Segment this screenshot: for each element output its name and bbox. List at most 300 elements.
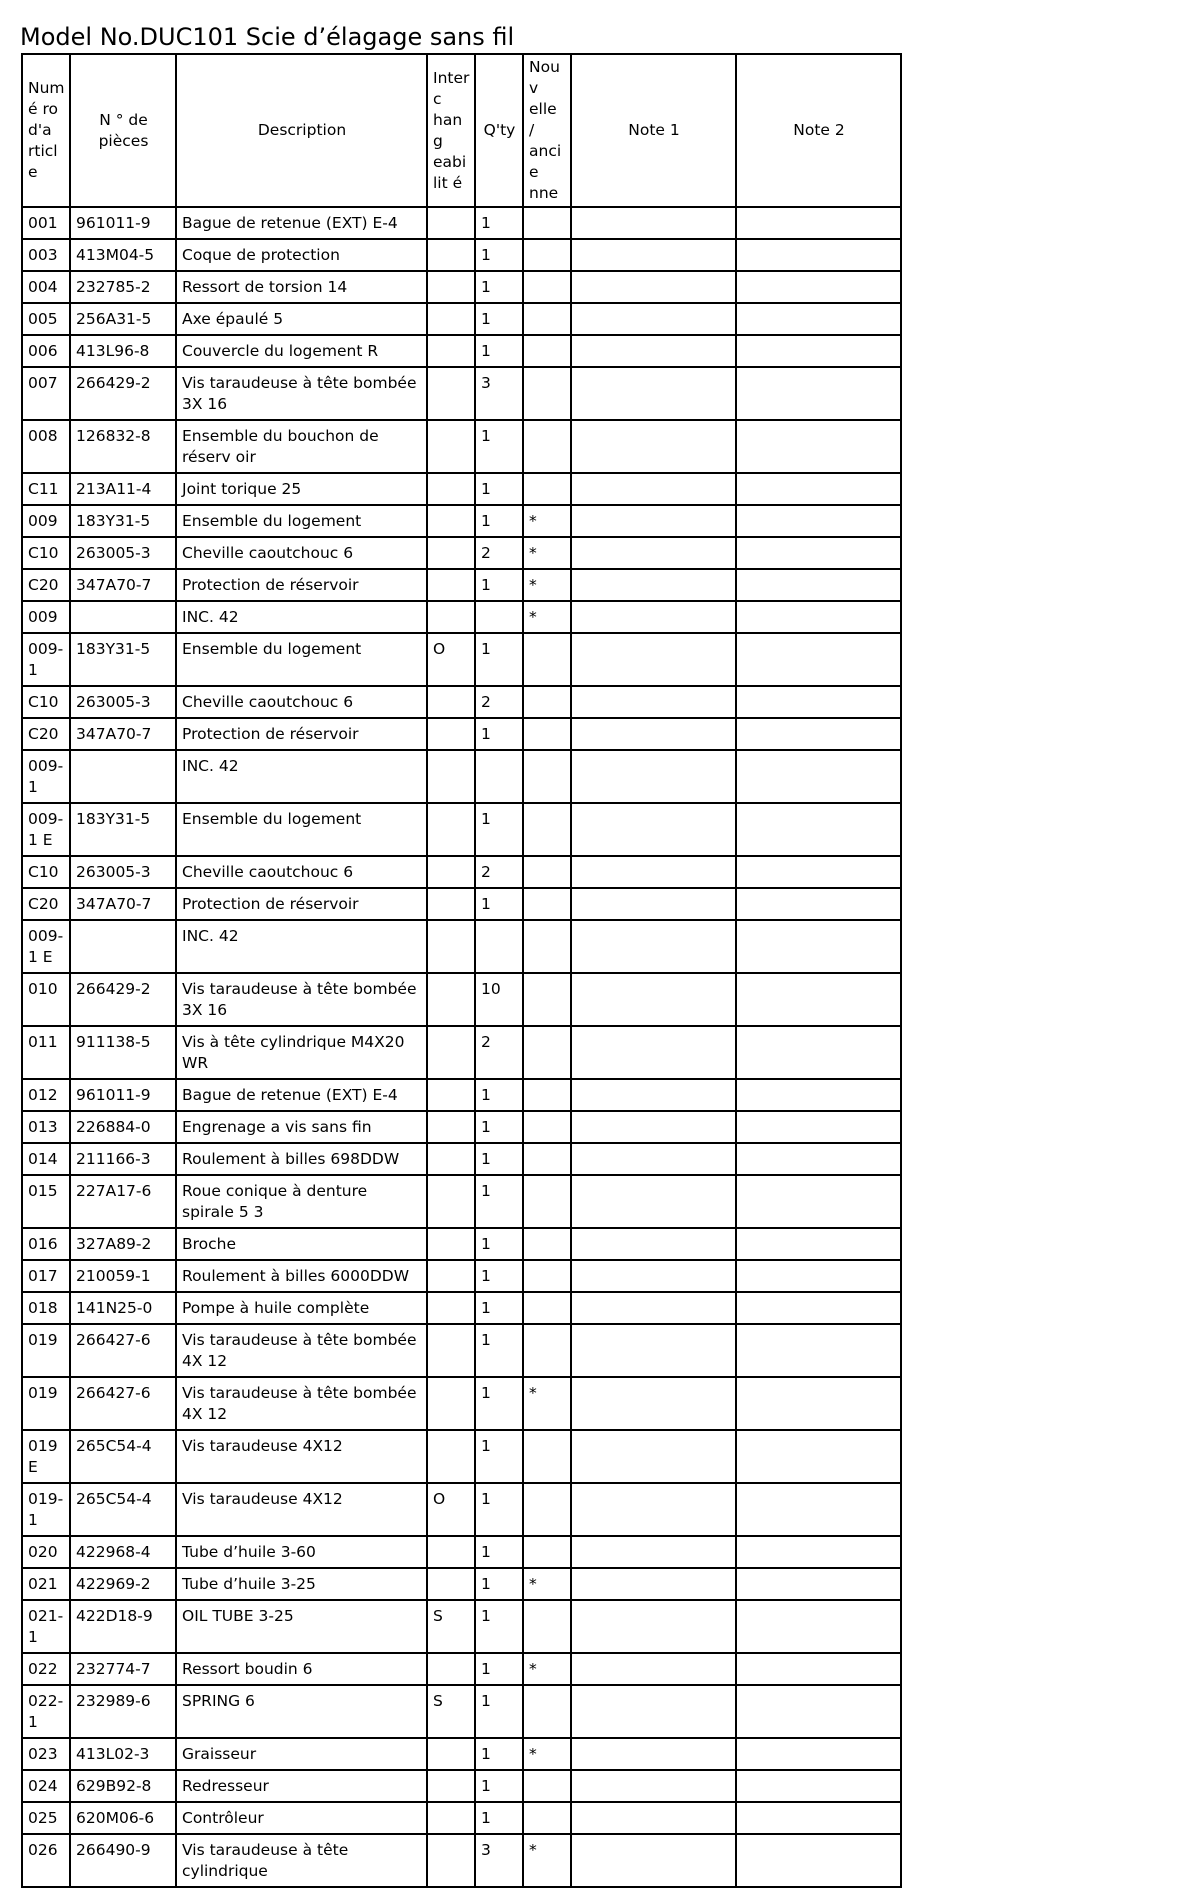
cell-qty xyxy=(475,920,523,973)
cell-interchangeability xyxy=(427,1175,475,1228)
cell-qty: 1 xyxy=(475,271,523,303)
cell-interchangeability xyxy=(427,803,475,856)
table-row xyxy=(22,1802,901,1834)
cell-note1 xyxy=(571,271,736,303)
cell-interchangeability xyxy=(427,335,475,367)
cell-item-no: 012 xyxy=(22,1079,70,1111)
cell-note1 xyxy=(571,1079,736,1111)
cell-note2 xyxy=(736,633,901,686)
cell-description: Protection de réservoir xyxy=(176,569,427,601)
cell-interchangeability xyxy=(427,1292,475,1324)
cell-qty: 1 xyxy=(475,1175,523,1228)
cell-interchangeability xyxy=(427,1738,475,1770)
cell-item-no: 021-1 xyxy=(22,1600,70,1653)
cell-note2 xyxy=(736,335,901,367)
cell-interchangeability xyxy=(427,1377,475,1430)
cell-note1 xyxy=(571,569,736,601)
cell-description: Vis taraudeuse à tête bombée 3X 16 xyxy=(176,367,427,420)
cell-interchangeability: S xyxy=(427,1685,475,1738)
table-row xyxy=(22,856,901,888)
cell-part-no: 911138-5 xyxy=(70,1026,176,1079)
cell-part-no: 256A31-5 xyxy=(70,303,176,335)
cell-item-no: 009-1 E xyxy=(22,920,70,973)
page-title: Model No.DUC101 Scie d’élagage sans fil xyxy=(20,23,515,51)
cell-description: Axe épaulé 5 xyxy=(176,303,427,335)
cell-note1 xyxy=(571,1324,736,1377)
cell-qty: 1 xyxy=(475,1430,523,1483)
cell-note1 xyxy=(571,1600,736,1653)
table-row xyxy=(22,1175,901,1228)
cell-new-old xyxy=(523,803,571,856)
cell-qty xyxy=(475,750,523,803)
cell-interchangeability xyxy=(427,856,475,888)
cell-part-no: 347A70-7 xyxy=(70,718,176,750)
cell-new-old: * xyxy=(523,1568,571,1600)
cell-new-old xyxy=(523,888,571,920)
cell-interchangeability xyxy=(427,1111,475,1143)
cell-qty: 1 xyxy=(475,1536,523,1568)
cell-part-no: 266427-6 xyxy=(70,1377,176,1430)
col-header-description: Description xyxy=(176,54,427,207)
cell-new-old xyxy=(523,1483,571,1536)
cell-note2 xyxy=(736,303,901,335)
cell-qty: 1 xyxy=(475,303,523,335)
cell-description: Ensemble du bouchon de réserv oir xyxy=(176,420,427,473)
cell-note2 xyxy=(736,1685,901,1738)
cell-part-no: 266490-9 xyxy=(70,1834,176,1887)
cell-part-no: 413L96-8 xyxy=(70,335,176,367)
cell-note2 xyxy=(736,1738,901,1770)
cell-qty: 2 xyxy=(475,1026,523,1079)
cell-item-no: 011 xyxy=(22,1026,70,1079)
cell-new-old xyxy=(523,1260,571,1292)
table-row xyxy=(22,686,901,718)
cell-description: INC. 42 xyxy=(176,750,427,803)
cell-note1 xyxy=(571,1685,736,1738)
table-row xyxy=(22,1228,901,1260)
cell-qty xyxy=(475,601,523,633)
cell-part-no: 266429-2 xyxy=(70,973,176,1026)
cell-new-old xyxy=(523,920,571,973)
cell-part-no: 183Y31-5 xyxy=(70,803,176,856)
cell-interchangeability xyxy=(427,973,475,1026)
cell-interchangeability xyxy=(427,1430,475,1483)
cell-interchangeability xyxy=(427,1653,475,1685)
cell-item-no: 006 xyxy=(22,335,70,367)
cell-qty: 1 xyxy=(475,1143,523,1175)
cell-part-no: 413L02-3 xyxy=(70,1738,176,1770)
cell-new-old xyxy=(523,1079,571,1111)
cell-qty: 2 xyxy=(475,537,523,569)
cell-item-no: C20 xyxy=(22,718,70,750)
cell-part-no: 226884-0 xyxy=(70,1111,176,1143)
cell-item-no: 003 xyxy=(22,239,70,271)
cell-note1 xyxy=(571,920,736,973)
cell-note1 xyxy=(571,367,736,420)
table-row xyxy=(22,1026,901,1079)
cell-interchangeability xyxy=(427,1802,475,1834)
table-row xyxy=(22,569,901,601)
cell-note1 xyxy=(571,1175,736,1228)
cell-item-no: 014 xyxy=(22,1143,70,1175)
cell-item-no: 022 xyxy=(22,1653,70,1685)
cell-interchangeability xyxy=(427,367,475,420)
cell-note1 xyxy=(571,1143,736,1175)
table-row xyxy=(22,633,901,686)
table-row xyxy=(22,537,901,569)
cell-note2 xyxy=(736,803,901,856)
cell-note2 xyxy=(736,1026,901,1079)
cell-new-old xyxy=(523,1175,571,1228)
cell-item-no: 019 xyxy=(22,1377,70,1430)
cell-part-no: 183Y31-5 xyxy=(70,633,176,686)
cell-note2 xyxy=(736,1568,901,1600)
cell-new-old xyxy=(523,1026,571,1079)
cell-new-old xyxy=(523,973,571,1026)
cell-item-no: 005 xyxy=(22,303,70,335)
cell-qty: 1 xyxy=(475,1111,523,1143)
cell-qty: 1 xyxy=(475,1802,523,1834)
cell-part-no: 210059-1 xyxy=(70,1260,176,1292)
col-header-new-old: Nouv elle / ancie nne xyxy=(523,54,571,207)
cell-item-no: 024 xyxy=(22,1770,70,1802)
cell-interchangeability xyxy=(427,750,475,803)
cell-description: Vis taraudeuse à tête cylindrique xyxy=(176,1834,427,1887)
cell-new-old xyxy=(523,856,571,888)
cell-description: Roue conique à denture spirale 5 3 xyxy=(176,1175,427,1228)
cell-note1 xyxy=(571,856,736,888)
cell-description: Broche xyxy=(176,1228,427,1260)
cell-item-no: 007 xyxy=(22,367,70,420)
cell-part-no: 183Y31-5 xyxy=(70,505,176,537)
cell-new-old xyxy=(523,1111,571,1143)
cell-item-no: 009 xyxy=(22,601,70,633)
cell-part-no: 213A11-4 xyxy=(70,473,176,505)
cell-new-old xyxy=(523,1802,571,1834)
cell-part-no: 327A89-2 xyxy=(70,1228,176,1260)
cell-qty: 1 xyxy=(475,1260,523,1292)
cell-interchangeability xyxy=(427,1536,475,1568)
table-row xyxy=(22,1834,901,1887)
cell-note1 xyxy=(571,1260,736,1292)
cell-item-no: 009-1 xyxy=(22,750,70,803)
cell-item-no: 001 xyxy=(22,207,70,239)
cell-description: Ressort boudin 6 xyxy=(176,1653,427,1685)
cell-new-old: * xyxy=(523,1377,571,1430)
cell-note1 xyxy=(571,1228,736,1260)
cell-note2 xyxy=(736,569,901,601)
cell-description: Contrôleur xyxy=(176,1802,427,1834)
cell-interchangeability xyxy=(427,1079,475,1111)
cell-interchangeability: S xyxy=(427,1600,475,1653)
cell-new-old xyxy=(523,335,571,367)
cell-interchangeability xyxy=(427,207,475,239)
cell-item-no: 009 xyxy=(22,505,70,537)
cell-new-old: * xyxy=(523,537,571,569)
cell-interchangeability xyxy=(427,271,475,303)
cell-qty: 2 xyxy=(475,856,523,888)
cell-new-old: * xyxy=(523,505,571,537)
cell-new-old: * xyxy=(523,569,571,601)
cell-qty: 10 xyxy=(475,973,523,1026)
cell-note1 xyxy=(571,1536,736,1568)
cell-note2 xyxy=(736,271,901,303)
cell-item-no: C10 xyxy=(22,537,70,569)
cell-part-no: 265C54-4 xyxy=(70,1483,176,1536)
cell-description: Cheville caoutchouc 6 xyxy=(176,537,427,569)
cell-part-no: 422969-2 xyxy=(70,1568,176,1600)
cell-note1 xyxy=(571,686,736,718)
table-row xyxy=(22,1568,901,1600)
cell-new-old xyxy=(523,367,571,420)
cell-interchangeability xyxy=(427,920,475,973)
cell-note1 xyxy=(571,1834,736,1887)
cell-description: Ressort de torsion 14 xyxy=(176,271,427,303)
cell-description: Protection de réservoir xyxy=(176,888,427,920)
cell-note1 xyxy=(571,505,736,537)
table-row xyxy=(22,1377,901,1430)
cell-description: Ensemble du logement xyxy=(176,803,427,856)
cell-note2 xyxy=(736,1483,901,1536)
cell-note2 xyxy=(736,1079,901,1111)
cell-item-no: 013 xyxy=(22,1111,70,1143)
cell-item-no: 009-1 E xyxy=(22,803,70,856)
cell-note1 xyxy=(571,633,736,686)
cell-new-old xyxy=(523,420,571,473)
cell-qty: 1 xyxy=(475,1079,523,1111)
cell-new-old xyxy=(523,750,571,803)
cell-part-no: 961011-9 xyxy=(70,1079,176,1111)
cell-note2 xyxy=(736,601,901,633)
cell-note2 xyxy=(736,920,901,973)
cell-qty: 1 xyxy=(475,1324,523,1377)
table-row xyxy=(22,1653,901,1685)
cell-note2 xyxy=(736,1292,901,1324)
cell-description: Cheville caoutchouc 6 xyxy=(176,686,427,718)
cell-part-no: 266427-6 xyxy=(70,1324,176,1377)
cell-note2 xyxy=(736,1802,901,1834)
cell-qty: 1 xyxy=(475,1685,523,1738)
cell-note2 xyxy=(736,537,901,569)
cell-note2 xyxy=(736,1430,901,1483)
cell-description: Roulement à billes 698DDW xyxy=(176,1143,427,1175)
cell-new-old xyxy=(523,686,571,718)
cell-qty: 1 xyxy=(475,473,523,505)
cell-item-no: 021 xyxy=(22,1568,70,1600)
cell-part-no: 232989-6 xyxy=(70,1685,176,1738)
cell-new-old xyxy=(523,473,571,505)
table-row xyxy=(22,271,901,303)
col-header-note2: Note 2 xyxy=(736,54,901,207)
cell-note2 xyxy=(736,718,901,750)
cell-part-no: 266429-2 xyxy=(70,367,176,420)
cell-qty: 1 xyxy=(475,1292,523,1324)
table-row xyxy=(22,473,901,505)
cell-interchangeability xyxy=(427,505,475,537)
cell-part-no: 232774-7 xyxy=(70,1653,176,1685)
cell-note2 xyxy=(736,888,901,920)
cell-interchangeability xyxy=(427,1568,475,1600)
cell-note2 xyxy=(736,856,901,888)
cell-note2 xyxy=(736,973,901,1026)
cell-note2 xyxy=(736,1111,901,1143)
cell-qty: 1 xyxy=(475,1568,523,1600)
cell-note2 xyxy=(736,367,901,420)
table-header-row xyxy=(22,54,901,207)
cell-interchangeability xyxy=(427,1770,475,1802)
cell-note2 xyxy=(736,473,901,505)
cell-note1 xyxy=(571,1738,736,1770)
cell-part-no: 629B92-8 xyxy=(70,1770,176,1802)
cell-description: Couvercle du logement R xyxy=(176,335,427,367)
cell-description: Vis à tête cylindrique M4X20 WR xyxy=(176,1026,427,1079)
cell-item-no: 010 xyxy=(22,973,70,1026)
cell-note1 xyxy=(571,1770,736,1802)
cell-description: OIL TUBE 3-25 xyxy=(176,1600,427,1653)
cell-note2 xyxy=(736,1377,901,1430)
cell-interchangeability xyxy=(427,686,475,718)
table-row xyxy=(22,1260,901,1292)
cell-note2 xyxy=(736,505,901,537)
cell-note2 xyxy=(736,1770,901,1802)
cell-part-no: 126832-8 xyxy=(70,420,176,473)
cell-note1 xyxy=(571,750,736,803)
table-row xyxy=(22,750,901,803)
cell-new-old: * xyxy=(523,1653,571,1685)
cell-note2 xyxy=(736,1175,901,1228)
cell-note2 xyxy=(736,239,901,271)
cell-item-no: 020 xyxy=(22,1536,70,1568)
cell-item-no: 025 xyxy=(22,1802,70,1834)
cell-note2 xyxy=(736,1834,901,1887)
cell-interchangeability xyxy=(427,473,475,505)
cell-interchangeability xyxy=(427,888,475,920)
cell-description: Engrenage a vis sans fin xyxy=(176,1111,427,1143)
cell-description: Coque de protection xyxy=(176,239,427,271)
cell-qty: 1 xyxy=(475,1377,523,1430)
cell-part-no: 211166-3 xyxy=(70,1143,176,1175)
cell-note1 xyxy=(571,1377,736,1430)
cell-note2 xyxy=(736,1536,901,1568)
cell-description: Tube d’huile 3-25 xyxy=(176,1568,427,1600)
cell-qty: 1 xyxy=(475,1770,523,1802)
cell-part-no: 620M06-6 xyxy=(70,1802,176,1834)
cell-description: Bague de retenue (EXT) E-4 xyxy=(176,1079,427,1111)
cell-item-no: 026 xyxy=(22,1834,70,1887)
cell-qty: 1 xyxy=(475,569,523,601)
cell-part-no: 263005-3 xyxy=(70,686,176,718)
cell-part-no: 141N25-0 xyxy=(70,1292,176,1324)
table-row xyxy=(22,1324,901,1377)
cell-new-old xyxy=(523,718,571,750)
cell-interchangeability xyxy=(427,1228,475,1260)
cell-qty: 1 xyxy=(475,1483,523,1536)
cell-new-old xyxy=(523,1292,571,1324)
cell-qty: 2 xyxy=(475,686,523,718)
cell-part-no xyxy=(70,601,176,633)
cell-description: Roulement à billes 6000DDW xyxy=(176,1260,427,1292)
cell-interchangeability xyxy=(427,239,475,271)
cell-interchangeability xyxy=(427,1260,475,1292)
cell-description: Ensemble du logement xyxy=(176,633,427,686)
cell-item-no: 015 xyxy=(22,1175,70,1228)
cell-interchangeability xyxy=(427,420,475,473)
cell-item-no: 022-1 xyxy=(22,1685,70,1738)
cell-qty: 3 xyxy=(475,1834,523,1887)
cell-description: Bague de retenue (EXT) E-4 xyxy=(176,207,427,239)
cell-note2 xyxy=(736,420,901,473)
cell-description: Vis taraudeuse à tête bombée 4X 12 xyxy=(176,1377,427,1430)
table-row xyxy=(22,303,901,335)
cell-item-no: 009-1 xyxy=(22,633,70,686)
cell-description: INC. 42 xyxy=(176,920,427,973)
cell-item-no: C11 xyxy=(22,473,70,505)
cell-qty: 1 xyxy=(475,505,523,537)
cell-description: INC. 42 xyxy=(176,601,427,633)
cell-note1 xyxy=(571,1568,736,1600)
col-header-interchangeability: Interc hang eabilit é xyxy=(427,54,475,207)
cell-item-no: 016 xyxy=(22,1228,70,1260)
cell-new-old xyxy=(523,1228,571,1260)
cell-note1 xyxy=(571,803,736,856)
parts-table xyxy=(21,53,902,1888)
cell-description: Vis taraudeuse 4X12 xyxy=(176,1483,427,1536)
cell-item-no: 004 xyxy=(22,271,70,303)
cell-note1 xyxy=(571,601,736,633)
cell-new-old xyxy=(523,239,571,271)
table-row xyxy=(22,888,901,920)
cell-part-no xyxy=(70,750,176,803)
table-row xyxy=(22,1430,901,1483)
cell-note1 xyxy=(571,1111,736,1143)
table-row xyxy=(22,803,901,856)
table-row xyxy=(22,973,901,1026)
cell-description: Vis taraudeuse à tête bombée 4X 12 xyxy=(176,1324,427,1377)
cell-interchangeability xyxy=(427,718,475,750)
cell-part-no: 265C54-4 xyxy=(70,1430,176,1483)
cell-qty: 1 xyxy=(475,1600,523,1653)
cell-note1 xyxy=(571,973,736,1026)
cell-new-old: * xyxy=(523,601,571,633)
cell-new-old xyxy=(523,1770,571,1802)
cell-note1 xyxy=(571,1292,736,1324)
col-header-qty: Q'ty xyxy=(475,54,523,207)
table-row xyxy=(22,1079,901,1111)
cell-item-no: 019-1 xyxy=(22,1483,70,1536)
cell-interchangeability: O xyxy=(427,1483,475,1536)
cell-item-no: C10 xyxy=(22,856,70,888)
cell-note1 xyxy=(571,537,736,569)
cell-new-old xyxy=(523,271,571,303)
cell-description: Ensemble du logement xyxy=(176,505,427,537)
cell-note1 xyxy=(571,718,736,750)
cell-qty: 1 xyxy=(475,803,523,856)
table-row xyxy=(22,239,901,271)
cell-note1 xyxy=(571,239,736,271)
cell-item-no: C20 xyxy=(22,569,70,601)
cell-interchangeability xyxy=(427,537,475,569)
cell-note2 xyxy=(736,1260,901,1292)
cell-note1 xyxy=(571,335,736,367)
cell-qty: 1 xyxy=(475,335,523,367)
cell-qty: 1 xyxy=(475,633,523,686)
cell-note1 xyxy=(571,207,736,239)
cell-note1 xyxy=(571,420,736,473)
cell-note1 xyxy=(571,303,736,335)
cell-new-old xyxy=(523,1600,571,1653)
cell-new-old xyxy=(523,207,571,239)
cell-part-no: 422968-4 xyxy=(70,1536,176,1568)
